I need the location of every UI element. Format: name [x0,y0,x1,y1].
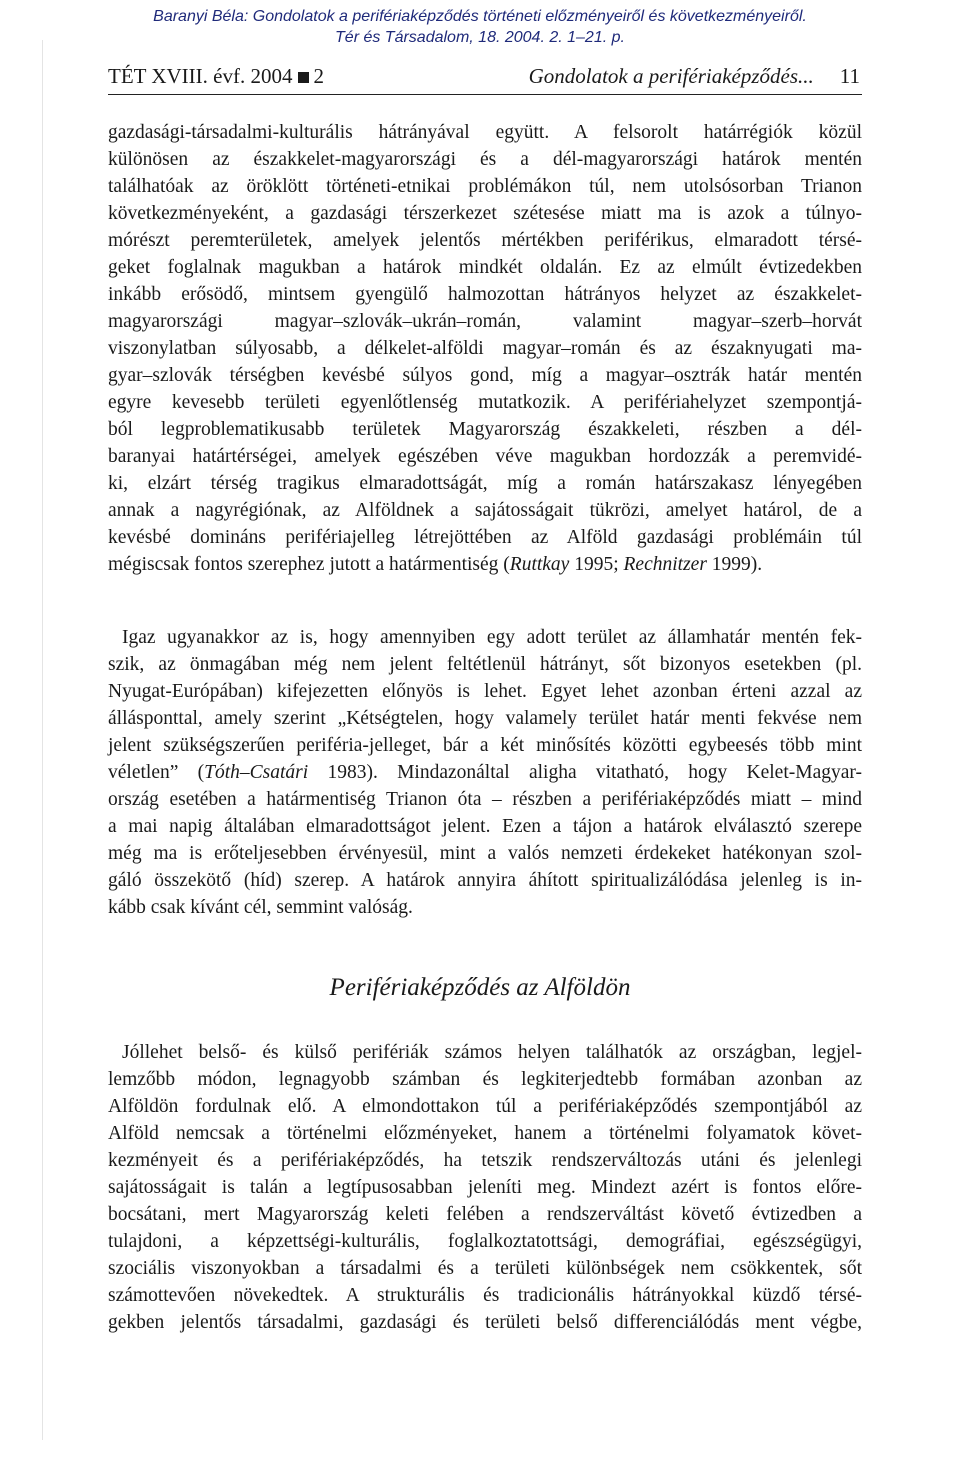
text-line-last: kább csak kívánt cél, semmint valóság. [108,897,413,918]
text-line: Alföld nemcsak a történelmi előzményeket, hanem a történelmi folyamatok követ- [108,1123,862,1144]
journal-issue: 2 [313,64,324,88]
text-line: állásponttal, amely szerint „Kétségtelen, hogy valamely terület határ menti fekvése nem [108,708,862,729]
paragraph-3 [108,1039,862,1336]
text-line: szik, az önmagában még nem jelent feltétlenül hátrányt, sőt bizonyos esetekben (pl. [108,654,862,675]
text-line: következményeként, a gazdasági térszerkezet szétesése miatt ma is azok a túlnyo- [108,203,862,224]
text-line: ki, elzárt térség tragikus elmaradottságát, míg a román határszakasz lényegében [108,473,862,494]
text-fragment: 1983). Mindazonáltal aligha vitatható, hogy Kelet-Magyar- [308,762,862,783]
text-line: Igaz ugyanakkor az is, hogy amennyiben egy adott terület az államhatár mentén fek- [122,627,862,648]
text-line: lemzőbb módon, legnagyobb számban és legkiterjedtebb formában azonban az [108,1069,862,1090]
text-line: viszonylatban súlyosabb, a délkelet-alföldi magyar–román és az északnyugati ma- [108,338,862,359]
article-short-title: Gondolatok a perifériaképződés... [528,64,814,88]
citation-line-2: Tér és Társadalom, 18. 2004. 2. 1–21. p. [335,29,625,46]
text-line: gyar–szlovák térségben kevésbé súlyos gond, míg a magyar–osztrák határ mentén [108,365,862,386]
text-line: gazdasági-társadalmi-kulturális hátrányával együtt. A felsorolt határrégiók közül [108,122,862,143]
text-line: még ma is erőteljesebben érvényesül, mint a valós nemzeti érdekeket hatékonyan szol- [108,843,862,864]
text-line: jelent szükségszerűen periféria-jelleget, bár a két minősítés közötti egybeesés több mint [108,735,862,756]
text-line: annak a nagyrégiónak, az Alföldnek a sajátosságait tükrözi, amelyet határol, de a [108,500,862,521]
reference-author: Rechnitzer [623,554,707,575]
section-heading: Perifériaképződés az Alföldön [329,974,631,1001]
reference-year: 1999). [706,554,763,575]
text-line: magyarországi magyar–szlovák–ukrán–román, valamint magyar–szerb–horvát [108,311,862,332]
text-line: kezményeit és a perifériaképződés, ha tetszik rendszerváltozás utáni és jelenlegi [108,1150,862,1171]
citation-line-1: Baranyi Béla: Gondolatok a perifériaképződés történeti előzményeiről és következményeiről. [153,8,807,25]
text-line: geket foglalnak magukban a határok mindkét oldalán. Ez az elmúlt évtizedekben [108,257,862,278]
text-line: egyre kevesebb területi egyenlőtlenség mutatkozik. A perifériahelyzet szempontjá- [108,392,862,413]
page-number: 11 [839,64,860,88]
text-line: gekben jelentős társadalmi, gazdasági és területi belső differenciálódás ment végbe, [108,1312,862,1333]
text-line: Jóllehet belső- és külső perifériák számos helyen találhatók az országban, legjel- [122,1042,862,1063]
text-line: számottevően növekedtek. A strukturális és tradicionális hátrányokkal küzdő térsé- [108,1285,862,1306]
header-right [529,64,860,89]
running-header [108,60,862,95]
paragraph-1 [108,119,862,578]
text-line: Nyugat-Európában) kifejezetten előnyös is lehet. Egyet lehet azonban érteni azzal az [108,681,862,702]
reference-author: Ruttkay [509,554,570,575]
text-line-citation [108,759,862,786]
square-bullet-icon [298,72,309,83]
journal-volume: TÉT XVIII. évf. 2004 [108,64,293,88]
text-line: ország esetében a határmentiség Trianon óta – részben a perifériaképződés miatt – mind [108,789,862,810]
text-line-last [108,551,862,578]
text-fragment: véletlen” ( [108,762,205,783]
text-line: gáló összekötő (híd) szerep. A határok annyira áhított spiritualizálódása jelenleg is in- [108,870,862,891]
text-line: tulajdoni, a képzettségi-kulturális, foglalkoztatottsági, demográfiai, egészségügyi, [108,1231,862,1252]
text-line: mórészt peremterületek, amelyek jelentős mértékben periférikus, elmaradott térsé- [108,230,862,251]
text-line: sajátosságait is talán a legtípusosabban jeleníti meg. Mindezt azért is fontos előre- [108,1177,862,1198]
text-line: a mai napig általában elmaradottságot jelent. Ezen a tájon a határok elválasztó szerepe [108,816,862,837]
text-line: bocsátani, mert Magyarország keleti felében a rendszerváltást követő évtizedben a [108,1204,862,1225]
text-line: inkább erősödő, mintsem gyengülő halmozottan hátrányos helyzet az északkelet- [108,284,862,305]
reference-year: 1995; [569,554,624,575]
text-line: szociális viszonyokban a társadalmi és a területi különbségek nem csökkentek, sőt [108,1258,862,1279]
page-scan-edge [42,40,43,1440]
text-line: ból legproblematikusabb területek Magyarország északkeleti, részben a dél- [108,419,862,440]
citation-header [0,6,960,48]
text-fragment: mégiscsak fontos szerephez jutott a határmentiség ( [108,554,510,575]
text-line: különösen az északkelet-magyarországi és a dél-magyarországi határok mentén [108,149,862,170]
text-line: Alföldön fordulnak elő. A elmondottakon túl a perifériaképződés szempontjából az [108,1096,862,1117]
reference-author: Tóth–Csatári [204,762,309,783]
paragraph-2 [108,624,862,921]
text-line: találhatóak az öröklött történeti-etnikai problémákon túl, nem utolsósorban Trianon [108,176,862,197]
text-line: baranyai határtérségei, amelyek egészében véve magukban hordozzák a peremvidé- [108,446,862,467]
journal-info [108,64,324,89]
text-line: kevésbé domináns perifériajelleg létrejöttében az Alföld gazdasági problémáin túl [108,527,862,548]
